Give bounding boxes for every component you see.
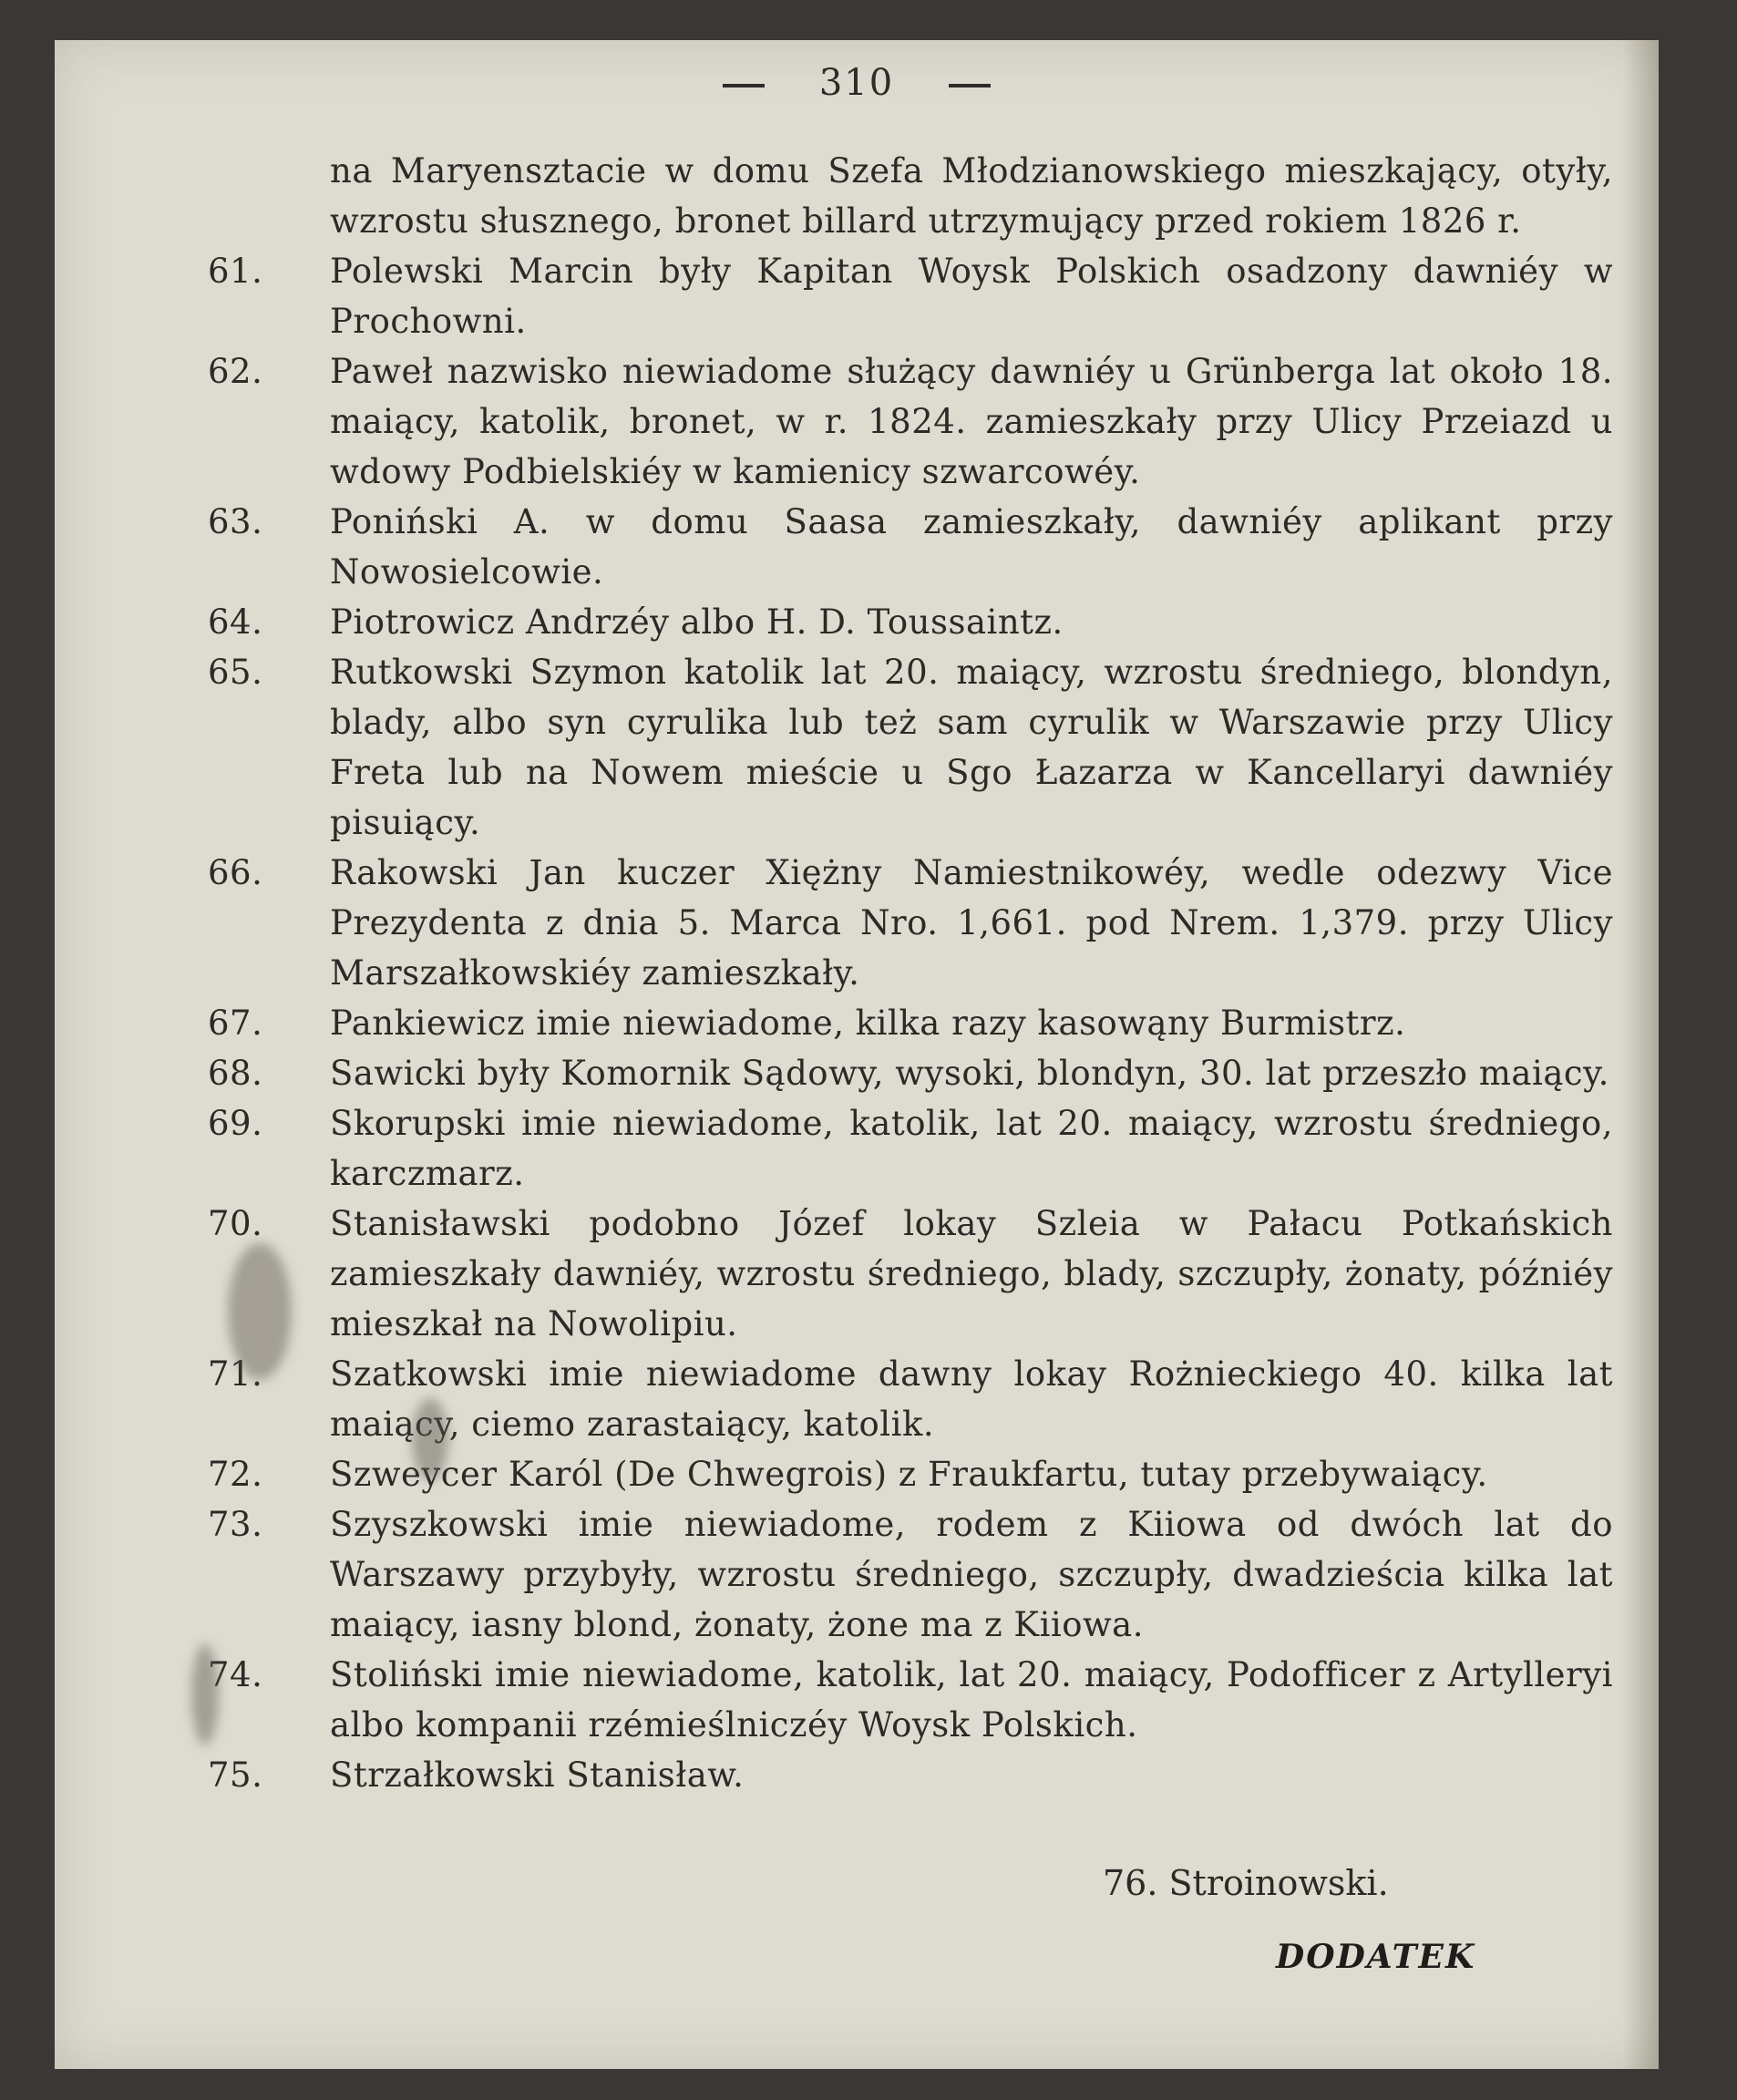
ink-smudge bbox=[191, 1644, 219, 1745]
entry-number: 70. bbox=[208, 1204, 263, 1243]
list-item bbox=[210, 998, 1613, 1048]
entry-text: Rutkowski Szymon katolik lat 20. maiący, wzrostu średniego, blondyn, blady, albo syn cyrulika lub też sam cyrulik w Warszawie przy Ulicy Freta lub na Nowem mieście u Sgo Łazarza w Kancellaryi dawniéy pisuiący. bbox=[330, 653, 1613, 842]
entry-number: 68. bbox=[208, 1054, 263, 1093]
list-item bbox=[210, 346, 1613, 497]
list-item bbox=[210, 1098, 1613, 1199]
entry-number: 71. bbox=[208, 1354, 263, 1394]
list-item bbox=[210, 1650, 1613, 1750]
entry-number: 62. bbox=[208, 352, 263, 391]
entry-text: Pankiewicz imie niewiadome, kilka razy kasowąny Burmistrz. bbox=[330, 1004, 1406, 1043]
continued-entry bbox=[210, 146, 1613, 246]
list-item bbox=[210, 597, 1613, 647]
list-item bbox=[210, 1048, 1613, 1098]
entry-number: 63. bbox=[208, 502, 263, 541]
entry-text: Poniński A. w domu Saasa zamieszkały, dawniéy aplikant przy Nowosielcowie. bbox=[330, 502, 1613, 592]
entry-number: 65. bbox=[208, 653, 263, 692]
header-dash-right bbox=[949, 84, 991, 88]
entry-text: Paweł nazwisko niewiadome służący dawniéy u Grünberga lat około 18. maiący, katolik, bronet, w r. 1824. zamieszkały przy Ulicy Przeiazd u wdowy Podbielskiéy w kamienicy szwarcowéy. bbox=[330, 352, 1613, 491]
continued-entry-text: na Maryensztacie w domu Szefa Młodzianowskiego mieszkający, otyły, wzrostu słusznego, bronet billard utrzymujący przed rokiem 1826 r. bbox=[330, 151, 1613, 241]
list-item bbox=[210, 1750, 1613, 1800]
entry-number: 64. bbox=[208, 602, 263, 642]
entry-text: Sawicki były Komornik Sądowy, wysoki, blondyn, 30. lat przeszło maiący. bbox=[330, 1054, 1609, 1093]
list-item bbox=[210, 497, 1613, 597]
header-dash-left bbox=[723, 84, 765, 88]
entry-text: Szatkowski imie niewiadome dawny lokay Rożnieckiego 40. kilka lat maiący, ciemo zarastaiący, katolik. bbox=[330, 1354, 1613, 1444]
list-item bbox=[210, 246, 1613, 346]
catchword: DODATEK bbox=[1276, 1938, 1476, 1976]
entry-text: Polewski Marcin były Kapitan Woysk Polskich osadzony dawniéy w Prochowni. bbox=[330, 252, 1613, 341]
page-edge-shadow bbox=[1622, 40, 1659, 2069]
list-item bbox=[210, 647, 1613, 848]
final-entry: 76. Stroinowski. bbox=[1103, 1863, 1389, 1903]
entry-number: 72. bbox=[208, 1455, 263, 1494]
document-page bbox=[55, 40, 1659, 2069]
ink-smudge bbox=[228, 1243, 292, 1380]
entry-number: 61. bbox=[208, 252, 263, 291]
entry-text: Szweycer Karól (De Chwegrois) z Fraukfartu, tutay przebywaiący. bbox=[330, 1455, 1488, 1494]
entry-number: 69. bbox=[208, 1104, 263, 1143]
entry-text: Szyszkowski imie niewiadome, rodem z Kiiowa od dwóch lat do Warszawy przybyły, wzrostu średniego, szczupły, dwadzieścia kilka lat maiący, iasny blond, żonaty, żone ma z Kiiowa. bbox=[330, 1505, 1613, 1644]
list-item bbox=[210, 1199, 1613, 1349]
entry-text: Skorupski imie niewiadome, katolik, lat 20. maiący, wzrostu średniego, karczmarz. bbox=[330, 1104, 1613, 1193]
entry-text: Rakowski Jan kuczer Xiężny Namiestnikowéy, wedle odezwy Vice Prezydenta z dnia 5. Marca Nro. 1,661. pod Nrem. 1,379. przy Ulicy Marszałkowskiéy zamieszkały. bbox=[330, 853, 1613, 993]
page-header bbox=[55, 62, 1659, 104]
entry-text: Stoliński imie niewiadome, katolik, lat 20. maiący, Podofficer z Artylleryi albo kompanii rzémieślniczéy Woysk Polskich. bbox=[330, 1655, 1613, 1745]
entry-number: 67. bbox=[208, 1004, 263, 1043]
entry-list bbox=[210, 146, 1613, 1800]
list-item bbox=[210, 1499, 1613, 1650]
ink-smudge bbox=[412, 1398, 448, 1480]
entry-number: 74. bbox=[208, 1655, 263, 1694]
entry-text: Piotrowicz Andrzéy albo H. D. Toussaintz. bbox=[330, 602, 1064, 642]
entry-text: Stanisławski podobno Józef lokay Szleia w Pałacu Potkańskich zamieszkały dawniéy, wzrostu średniego, blady, szczupły, żonaty, późniéy mieszkał na Nowolipiu. bbox=[330, 1204, 1613, 1343]
page-number: 310 bbox=[818, 62, 895, 104]
entry-number: 73. bbox=[208, 1505, 263, 1544]
entry-number: 75. bbox=[208, 1755, 263, 1795]
entry-number: 66. bbox=[208, 853, 263, 892]
entry-text: Strzałkowski Stanisław. bbox=[330, 1755, 745, 1795]
list-item bbox=[210, 848, 1613, 998]
